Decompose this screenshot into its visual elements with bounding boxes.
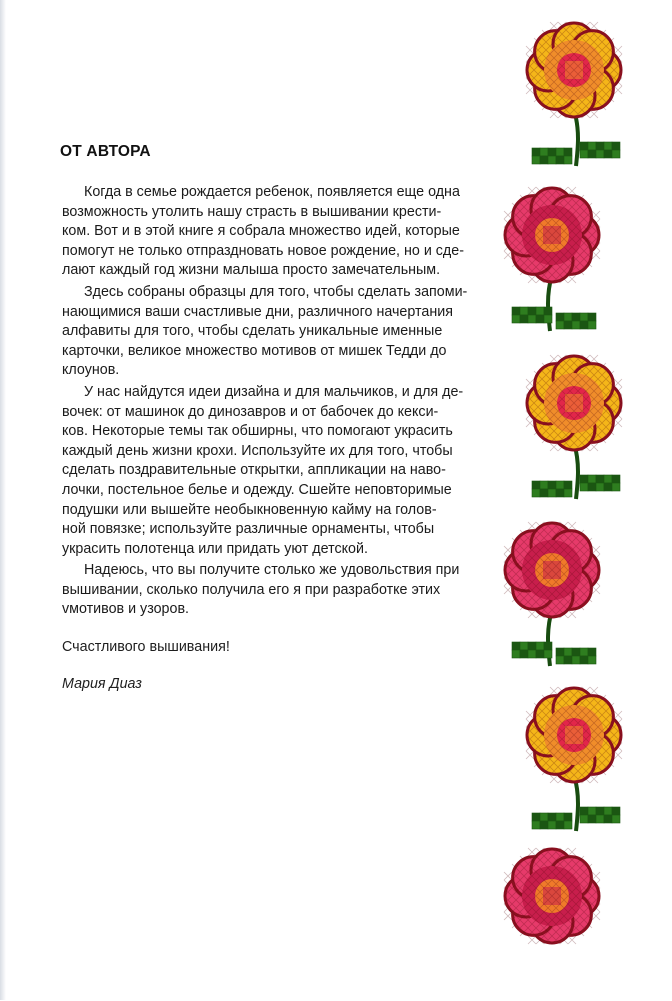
flower-icon: [514, 18, 654, 170]
flower-motif-pink: [492, 518, 632, 670]
page-title: ОТ АВТОРА: [60, 143, 151, 160]
cross-stitch-flower-border: [492, 18, 672, 998]
paragraph-line: помогут не только отпраздновать новое рождение, но и сде-: [62, 242, 464, 259]
flower-icon: [492, 518, 632, 670]
paragraph-line: У нас найдутся идеи дизайна и для мальчиков, и для де-: [84, 383, 464, 400]
author-foreword: [60, 143, 470, 692]
paragraph-line: нающимися ваши счастливые дни, различного начертания: [62, 303, 453, 320]
paragraph-line: украсить полотенца или придать уют детской.: [62, 540, 368, 557]
paragraph-line: Когда в семье рождается ребенок, появляется еще одна: [84, 184, 460, 200]
paragraph-line: подушки или вышейте необыкновенную кайму на голов-: [62, 501, 437, 518]
paragraph-line: Здесь собраны образцы для того, чтобы сделать запоми-: [84, 283, 468, 300]
paragraph-line: клоунов.: [62, 362, 120, 379]
paragraph-line: ков. Некоторые темы так обширны, что помогают украсить: [62, 423, 453, 440]
paragraph-line: вочек: от машинок до динозавров и от бабочек до кекси-: [62, 403, 439, 420]
paragraph: [60, 283, 470, 381]
flower-icon: [492, 183, 632, 335]
paragraph-line: карточки, великое множество мотивов от мишек Тедди до: [62, 342, 447, 359]
paragraph-line: сделать поздравительные открытки, аппликации на наво-: [62, 462, 446, 479]
paragraph-line: vмотивов и узоров.: [62, 601, 190, 618]
flower-motif-yellow: [514, 683, 654, 835]
paragraph-line: лают каждый год жизни малыша просто замечательным.: [62, 262, 441, 279]
paragraph-line: ком. Вот и в этой книге я собрала множество идей, которые: [62, 223, 460, 240]
paragraph: [60, 183, 470, 281]
paragraph: [60, 561, 470, 620]
flower-motif-pink: [492, 844, 632, 996]
flower-icon: [492, 844, 632, 996]
paragraph-line: ной повязке; используйте различные орнаменты, чтобы: [62, 521, 435, 538]
page-edge-shadow: [0, 0, 6, 1000]
flower-motif-yellow: [514, 351, 654, 503]
flower-icon: [514, 351, 654, 503]
flower-motif-pink: [492, 183, 632, 335]
flower-motif-yellow: [514, 18, 654, 170]
foreword-body: [60, 183, 470, 620]
paragraph-line: возможность утолить нашу страсть в вышивании крести-: [62, 203, 442, 220]
closing-line: Счастливого вышивания!: [62, 639, 230, 656]
paragraph: [60, 383, 470, 559]
author-signature: Мария Диаз: [62, 676, 142, 693]
paragraph-line: Надеюсь, что вы получите столько же удовольствия при: [84, 562, 460, 579]
paragraph-line: алфавиты для того, чтобы сделать уникальные именные: [62, 323, 443, 340]
paragraph-line: вышивании, сколько получила его я при разработке этих: [62, 581, 441, 598]
paragraph-line: лочки, постельное белье и одежду. Сшейте неповторимые: [62, 481, 452, 498]
flower-icon: [514, 683, 654, 835]
paragraph-line: каждый день жизни крохи. Используйте их для того, чтобы: [62, 442, 453, 459]
